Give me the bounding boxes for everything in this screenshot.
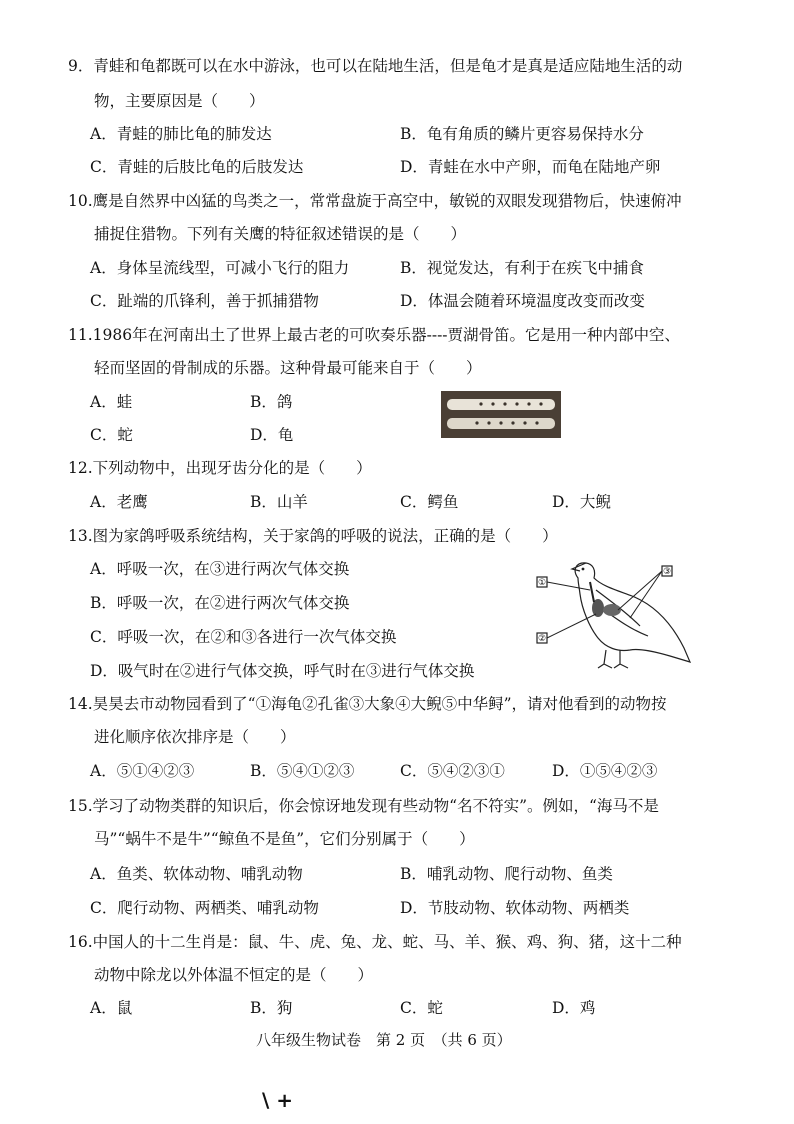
question-14-option-c: C．⑤④②③① (400, 762, 505, 780)
question-9-stem-line-2: 物，主要原因是（ ） (94, 92, 265, 110)
question-15-stem-line-1: 15.学习了动物类群的知识后，你会惊讶地发现有些动物“名不符实”。例如，“海马不是 (68, 797, 659, 815)
question-14-option-a: A．⑤①④②③ (90, 762, 195, 780)
question-10-stem-line-2: 捕捉住猎物。下列有关鹰的特征叙述错误的是（ ） (94, 225, 467, 243)
question-11-stem-line-2: 轻而坚固的骨制成的乐器。这种骨最可能来自于（ ） (94, 359, 482, 377)
diagram-label-3: ③ (662, 567, 672, 577)
question-9-option-c: C．青蛙的后肢比龟的后肢发达 (90, 158, 304, 176)
question-9-option-b: B．龟有角质的鳞片更容易保持水分 (400, 125, 644, 143)
question-12-stem-line-1: 12.下列动物中，出现牙齿分化的是（ ） (68, 459, 372, 477)
question-14-option-d: D．①⑤④②③ (552, 762, 658, 780)
question-16-option-c: C．蛇 (400, 999, 443, 1017)
question-12-option-a: A．老鹰 (90, 493, 148, 511)
question-15-option-d: D．节肢动物、软体动物、两栖类 (400, 899, 630, 917)
diagram-label-1: ① (537, 578, 547, 588)
bone-flute-image (441, 391, 561, 438)
question-11-option-a: A．蛙 (90, 393, 133, 411)
question-16-option-d: D．鸡 (552, 999, 596, 1017)
question-16-stem-line-2: 动物中除龙以外体温不恒定的是（ ） (94, 966, 374, 984)
question-12-option-c: C．鳄鱼 (400, 493, 459, 511)
question-10-option-d: D．体温会随着环境温度改变而改变 (400, 292, 645, 310)
question-15-stem-line-2: 马”“蜗牛不是牛”“鲸鱼不是鱼”，它们分别属于（ ） (94, 830, 475, 848)
question-13-option-d: D．吸气时在②进行气体交换，呼气时在③进行气体交换 (90, 662, 475, 680)
question-12-option-d: D．大鲵 (552, 493, 611, 511)
question-13-stem-line-1: 13.图为家鸽呼吸系统结构，关于家鸽的呼吸的说法，正确的是（ ） (68, 527, 558, 545)
question-14-option-b: B．⑤④①②③ (250, 762, 355, 780)
question-12-option-b: B．山羊 (250, 493, 308, 511)
question-14-stem-line-2: 进化顺序依次排序是（ ） (94, 728, 296, 746)
page-mark: \ + (262, 1088, 294, 1112)
question-11-option-c: C．蛇 (90, 426, 133, 444)
question-13-option-a: A．呼吸一次，在③进行两次气体交换 (90, 560, 350, 578)
question-16-option-b: B．狗 (250, 999, 293, 1017)
question-11-stem-line-1: 11.1986年在河南出土了世界上最古老的可吹奏乐器----贾湖骨笛。它是用一种内部中空、 (68, 326, 681, 344)
pigeon-respiratory-diagram (536, 552, 694, 670)
question-10-option-c: C．趾端的爪锋利，善于抓捕猎物 (90, 292, 319, 310)
question-13-option-b: B．呼吸一次，在②进行两次气体交换 (90, 594, 350, 612)
question-10-option-a: A．身体呈流线型，可减小飞行的阻力 (90, 259, 350, 277)
diagram-label-2: ② (537, 634, 547, 644)
question-16-option-a: A．鼠 (90, 999, 133, 1017)
question-15-option-a: A．鱼类、软体动物、哺乳动物 (90, 865, 303, 883)
question-14-stem-line-1: 14.昊昊去市动物园看到了“①海龟②孔雀③大象④大鲵⑤中华鲟”，请对他看到的动物按 (68, 695, 667, 713)
page-footer: 八年级生物试卷 第 2 页 （共 6 页） (256, 1031, 512, 1049)
question-16-stem-line-1: 16.中国人的十二生肖是：鼠、牛、虎、兔、龙、蛇、马、羊、猴、鸡、狗、猪，这十二种 (68, 933, 682, 951)
question-13-option-c: C．呼吸一次，在②和③各进行一次气体交换 (90, 628, 397, 646)
question-11-option-d: D．龟 (250, 426, 294, 444)
question-15-option-c: C．爬行动物、两栖类、哺乳动物 (90, 899, 319, 917)
question-10-stem-line-1: 10.鹰是自然界中凶猛的鸟类之一，常常盘旋于高空中，敏锐的双眼发现猎物后，快速俯冲 (68, 192, 682, 210)
question-15-option-b: B．哺乳动物、爬行动物、鱼类 (400, 865, 613, 883)
question-9-option-d: D．青蛙在水中产卵，而龟在陆地产卵 (400, 158, 661, 176)
question-9-option-a: A．青蛙的肺比龟的肺发达 (90, 125, 272, 143)
question-9-stem-line-1: 9．青蛙和龟都既可以在水中游泳，也可以在陆地生活，但是龟才是真是适应陆地生活的动 (68, 57, 683, 75)
question-11-option-b: B．鸽 (250, 393, 293, 411)
question-10-option-b: B．视觉发达，有利于在疾飞中捕食 (400, 259, 644, 277)
